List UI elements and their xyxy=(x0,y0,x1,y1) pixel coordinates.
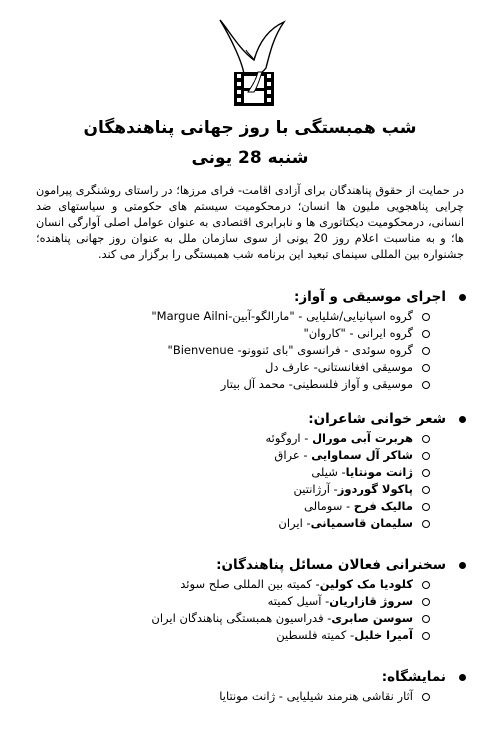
circle-bullet-icon xyxy=(422,520,430,528)
section-heading: سخنرانی فعالان مسائل پناهندگان: xyxy=(0,554,466,576)
list-item: پاکولا گوردوز- آرژانتین xyxy=(0,481,430,498)
circle-bullet-icon xyxy=(422,469,430,477)
circle-bullet-icon xyxy=(422,615,430,623)
list-item: موسیقی و آواز فلسطینی- محمد آل بیتار xyxy=(0,376,430,393)
circle-bullet-icon xyxy=(422,313,430,321)
section-heading: نمایشگاه: xyxy=(0,666,466,688)
list-item: سروژ قازاریان- آسیل کمیته xyxy=(0,593,430,610)
bird-film-logo-icon xyxy=(218,16,286,108)
section-speakers xyxy=(0,554,500,644)
bullet-icon xyxy=(459,562,466,569)
circle-bullet-icon xyxy=(422,381,430,389)
section-heading: اجرای موسیقی و آواز: xyxy=(0,286,466,308)
circle-bullet-icon xyxy=(422,452,430,460)
section-poetry xyxy=(0,408,500,532)
bullet-icon xyxy=(459,674,466,681)
section-heading: شعر خوانی شاعران: xyxy=(0,408,466,430)
circle-bullet-icon xyxy=(422,330,430,338)
circle-bullet-icon xyxy=(422,435,430,443)
list-item: گروه اسپانیایی/شلیایی - "مارالگو-آبین-Margue Ailni" xyxy=(0,308,430,325)
page-title: شب همبستگی با روز جهانی پناهندهگان xyxy=(83,118,417,138)
circle-bullet-icon xyxy=(422,581,430,589)
bullet-icon xyxy=(459,294,466,301)
section-exhibition xyxy=(0,666,500,705)
list-item: شاکر آل سماوایی - عراق xyxy=(0,447,430,464)
circle-bullet-icon xyxy=(422,632,430,640)
list-item: موسیقی افغانستانی- عارف دل xyxy=(0,359,430,376)
list-item: هربرت آبی مورال - اروگوئه xyxy=(0,430,430,447)
circle-bullet-icon xyxy=(422,598,430,606)
list-item: ژانت مونتایا- شیلی xyxy=(0,464,430,481)
section-music xyxy=(0,286,500,393)
list-item: آمیرا خلیل- کمیته فلسطین xyxy=(0,627,430,644)
bullet-icon xyxy=(459,416,466,423)
event-date: شنبه 28 یونی xyxy=(191,148,309,168)
list-item: آثار نقاشی هنرمند شیلیایی - ژانت مونتایا xyxy=(0,688,430,705)
list-item: مالیک فرح - سومالی xyxy=(0,498,430,515)
circle-bullet-icon xyxy=(422,693,430,701)
list-item: سوسن صابری- فدراسیون همبستگی پناهندگان ایران xyxy=(0,610,430,627)
list-item: سلیمان قاسمیانی- ایران xyxy=(0,515,430,532)
circle-bullet-icon xyxy=(422,486,430,494)
circle-bullet-icon xyxy=(422,503,430,511)
list-item: کلودیا مک کولین- کمیته بین المللی صلح سوئد xyxy=(0,576,430,593)
list-item: گروه سوئدی - فرانسوی "بای ئنوونو- Bienvenue" xyxy=(0,342,430,359)
circle-bullet-icon xyxy=(422,364,430,372)
circle-bullet-icon xyxy=(422,347,430,355)
intro-paragraph: در حمایت از حقوق پناهندگان برای آزادی اقامت- فرای مرزها؛ در راستای روشنگری پیرامون چرایی پناهجویی ملیون ها انسان؛ درمحکومیت سیستم های حکومتی و سیاستهای ضد انسانی، درمحکومیت دیکتاتوری ها و نابرابری اقتصادی به عنوان عوامل اصلی آوارگی انسان ها؛ و به مناسبت اعلام روز 20 یونی از سوی سازمان ملل به عنوان روز جهانی پناهنده؛ جشنواره بین المللی سینمای تبعید این برنامه شب همبستگی را برگزار می کند. xyxy=(36,184,464,261)
list-item: گروه ایرانی - "کاروان" xyxy=(0,325,430,342)
